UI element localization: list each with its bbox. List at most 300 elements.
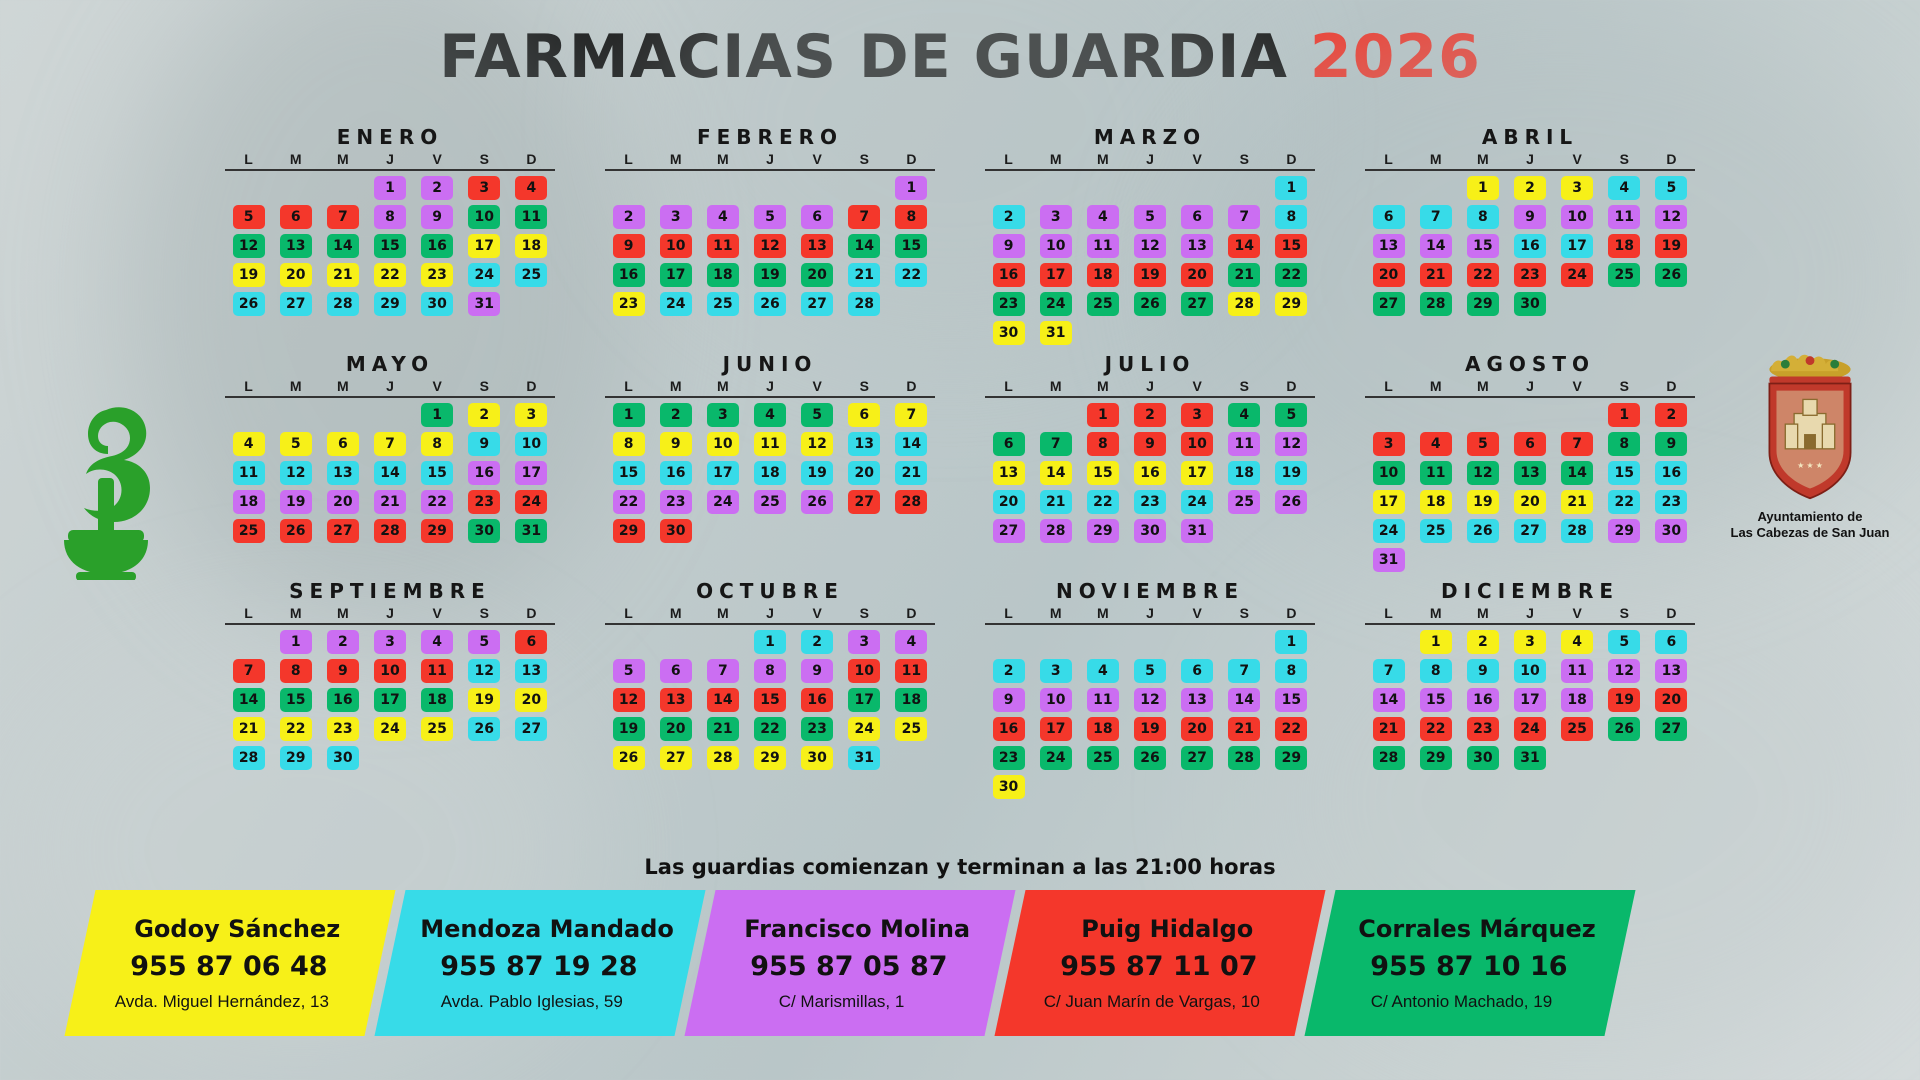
day-cell[interactable] — [414, 687, 461, 713]
day-cell[interactable] — [272, 431, 319, 457]
pharmacy-phone[interactable]: 955 87 19 28 — [440, 950, 639, 982]
day-chip[interactable]: 28 — [1228, 746, 1260, 770]
day-chip[interactable]: 28 — [374, 519, 406, 543]
day-chip[interactable]: 6 — [660, 659, 692, 683]
day-cell[interactable] — [888, 175, 935, 201]
day-cell[interactable] — [746, 489, 793, 515]
day-cell[interactable] — [508, 658, 555, 684]
day-cell[interactable] — [272, 716, 319, 742]
day-chip[interactable]: 6 — [1514, 432, 1546, 456]
day-chip[interactable]: 31 — [468, 292, 500, 316]
day-cell[interactable] — [841, 716, 888, 742]
day-cell[interactable] — [605, 291, 652, 317]
day-cell[interactable] — [652, 489, 699, 515]
day-cell[interactable] — [841, 204, 888, 230]
day-chip[interactable]: 7 — [1228, 659, 1260, 683]
day-cell[interactable] — [366, 233, 413, 259]
day-cell[interactable] — [319, 629, 366, 655]
day-cell[interactable] — [1365, 658, 1412, 684]
day-chip[interactable]: 18 — [1561, 688, 1593, 712]
day-cell[interactable] — [508, 175, 555, 201]
day-chip[interactable]: 11 — [707, 234, 739, 258]
day-cell[interactable] — [985, 431, 1032, 457]
day-cell[interactable] — [1648, 431, 1695, 457]
day-cell[interactable] — [1221, 291, 1268, 317]
day-cell[interactable] — [605, 489, 652, 515]
day-chip[interactable]: 24 — [515, 490, 547, 514]
day-chip[interactable]: 10 — [1040, 234, 1072, 258]
day-cell[interactable] — [1365, 233, 1412, 259]
day-cell[interactable] — [1506, 716, 1553, 742]
day-chip[interactable]: 8 — [613, 432, 645, 456]
day-chip[interactable]: 16 — [801, 688, 833, 712]
day-cell[interactable] — [699, 262, 746, 288]
day-cell[interactable] — [1221, 460, 1268, 486]
day-chip[interactable]: 10 — [1040, 688, 1072, 712]
day-cell[interactable] — [1174, 204, 1221, 230]
day-cell[interactable] — [1601, 489, 1648, 515]
day-cell[interactable] — [841, 745, 888, 771]
day-chip[interactable]: 2 — [993, 659, 1025, 683]
day-chip[interactable]: 19 — [754, 263, 786, 287]
day-chip[interactable]: 3 — [707, 403, 739, 427]
day-chip[interactable]: 9 — [1467, 659, 1499, 683]
day-chip[interactable]: 16 — [1655, 461, 1687, 485]
day-chip[interactable]: 14 — [848, 234, 880, 258]
day-chip[interactable]: 1 — [1275, 630, 1307, 654]
day-cell[interactable] — [1268, 175, 1315, 201]
day-chip[interactable]: 3 — [1514, 630, 1546, 654]
day-chip[interactable]: 23 — [613, 292, 645, 316]
day-cell[interactable] — [319, 687, 366, 713]
day-chip[interactable]: 17 — [660, 263, 692, 287]
day-cell[interactable] — [1648, 658, 1695, 684]
day-chip[interactable]: 13 — [1181, 234, 1213, 258]
day-chip[interactable]: 12 — [280, 461, 312, 485]
day-chip[interactable]: 23 — [1655, 490, 1687, 514]
day-chip[interactable]: 25 — [1608, 263, 1640, 287]
day-cell[interactable] — [366, 716, 413, 742]
day-cell[interactable] — [1079, 262, 1126, 288]
day-chip[interactable]: 4 — [515, 176, 547, 200]
day-cell[interactable] — [1365, 547, 1412, 573]
day-chip[interactable]: 5 — [1275, 403, 1307, 427]
day-cell[interactable] — [1412, 489, 1459, 515]
day-cell[interactable] — [508, 687, 555, 713]
day-cell[interactable] — [1554, 204, 1601, 230]
day-chip[interactable]: 1 — [1087, 403, 1119, 427]
day-cell[interactable] — [1506, 518, 1553, 544]
day-cell[interactable] — [841, 402, 888, 428]
day-cell[interactable] — [1268, 658, 1315, 684]
day-cell[interactable] — [841, 291, 888, 317]
day-chip[interactable]: 30 — [1134, 519, 1166, 543]
day-cell[interactable] — [1648, 518, 1695, 544]
day-chip[interactable]: 3 — [1040, 205, 1072, 229]
day-chip[interactable]: 25 — [1087, 292, 1119, 316]
day-chip[interactable]: 8 — [374, 205, 406, 229]
day-chip[interactable]: 15 — [1608, 461, 1640, 485]
day-chip[interactable]: 22 — [1275, 263, 1307, 287]
day-chip[interactable]: 15 — [754, 688, 786, 712]
day-cell[interactable] — [461, 233, 508, 259]
day-chip[interactable]: 17 — [1040, 263, 1072, 287]
day-cell[interactable] — [1459, 460, 1506, 486]
day-cell[interactable] — [1268, 629, 1315, 655]
day-cell[interactable] — [1459, 233, 1506, 259]
day-chip[interactable]: 28 — [1228, 292, 1260, 316]
day-cell[interactable] — [508, 518, 555, 544]
day-cell[interactable] — [985, 233, 1032, 259]
day-cell[interactable] — [1648, 233, 1695, 259]
legend-item[interactable] — [374, 890, 705, 1036]
day-cell[interactable] — [794, 687, 841, 713]
day-cell[interactable] — [1459, 629, 1506, 655]
day-chip[interactable]: 27 — [848, 490, 880, 514]
day-cell[interactable] — [414, 658, 461, 684]
day-cell[interactable] — [225, 233, 272, 259]
day-cell[interactable] — [1506, 460, 1553, 486]
day-cell[interactable] — [225, 687, 272, 713]
day-cell[interactable] — [605, 402, 652, 428]
day-chip[interactable]: 23 — [801, 717, 833, 741]
day-chip[interactable]: 4 — [1420, 432, 1452, 456]
day-chip[interactable]: 15 — [1275, 688, 1307, 712]
day-cell[interactable] — [319, 233, 366, 259]
day-cell[interactable] — [1412, 460, 1459, 486]
day-cell[interactable] — [414, 518, 461, 544]
day-cell[interactable] — [985, 204, 1032, 230]
day-cell[interactable] — [1126, 402, 1173, 428]
day-chip[interactable]: 14 — [1420, 234, 1452, 258]
day-chip[interactable]: 3 — [1561, 176, 1593, 200]
day-cell[interactable] — [1506, 431, 1553, 457]
day-chip[interactable]: 30 — [1514, 292, 1546, 316]
day-cell[interactable] — [1032, 658, 1079, 684]
day-cell[interactable] — [225, 716, 272, 742]
day-chip[interactable]: 22 — [421, 490, 453, 514]
day-chip[interactable]: 25 — [1420, 519, 1452, 543]
day-cell[interactable] — [272, 233, 319, 259]
day-cell[interactable] — [1079, 431, 1126, 457]
day-cell[interactable] — [1648, 629, 1695, 655]
day-cell[interactable] — [1174, 687, 1221, 713]
day-cell[interactable] — [652, 402, 699, 428]
day-cell[interactable] — [319, 489, 366, 515]
day-chip[interactable]: 20 — [993, 490, 1025, 514]
day-cell[interactable] — [699, 233, 746, 259]
day-cell[interactable] — [1365, 518, 1412, 544]
day-cell[interactable] — [985, 320, 1032, 346]
day-chip[interactable]: 1 — [1467, 176, 1499, 200]
day-cell[interactable] — [794, 402, 841, 428]
day-cell[interactable] — [414, 262, 461, 288]
day-chip[interactable]: 4 — [1608, 176, 1640, 200]
day-cell[interactable] — [746, 658, 793, 684]
day-chip[interactable]: 12 — [1467, 461, 1499, 485]
day-chip[interactable]: 31 — [515, 519, 547, 543]
day-chip[interactable]: 2 — [1655, 403, 1687, 427]
day-cell[interactable] — [1554, 489, 1601, 515]
day-cell[interactable] — [1365, 687, 1412, 713]
day-chip[interactable]: 26 — [1275, 490, 1307, 514]
day-chip[interactable]: 5 — [1608, 630, 1640, 654]
day-chip[interactable]: 26 — [754, 292, 786, 316]
day-chip[interactable]: 26 — [1655, 263, 1687, 287]
day-chip[interactable]: 30 — [327, 746, 359, 770]
day-cell[interactable] — [1506, 233, 1553, 259]
day-chip[interactable]: 27 — [280, 292, 312, 316]
day-cell[interactable] — [1079, 489, 1126, 515]
day-chip[interactable]: 19 — [613, 717, 645, 741]
day-cell[interactable] — [1268, 262, 1315, 288]
day-chip[interactable]: 14 — [707, 688, 739, 712]
day-cell[interactable] — [461, 629, 508, 655]
day-cell[interactable] — [1174, 431, 1221, 457]
day-cell[interactable] — [366, 629, 413, 655]
day-chip[interactable]: 10 — [374, 659, 406, 683]
day-cell[interactable] — [605, 745, 652, 771]
day-cell[interactable] — [841, 629, 888, 655]
day-chip[interactable]: 16 — [993, 717, 1025, 741]
day-chip[interactable]: 22 — [1420, 717, 1452, 741]
day-cell[interactable] — [1126, 745, 1173, 771]
day-cell[interactable] — [1032, 291, 1079, 317]
day-cell[interactable] — [1412, 629, 1459, 655]
day-chip[interactable]: 7 — [327, 205, 359, 229]
day-cell[interactable] — [414, 716, 461, 742]
day-cell[interactable] — [225, 431, 272, 457]
day-chip[interactable]: 2 — [1467, 630, 1499, 654]
day-chip[interactable]: 21 — [1228, 717, 1260, 741]
day-cell[interactable] — [1079, 460, 1126, 486]
day-cell[interactable] — [1079, 518, 1126, 544]
day-cell[interactable] — [1268, 460, 1315, 486]
day-cell[interactable] — [1412, 431, 1459, 457]
day-chip[interactable]: 13 — [280, 234, 312, 258]
day-cell[interactable] — [1412, 716, 1459, 742]
day-chip[interactable]: 27 — [515, 717, 547, 741]
day-cell[interactable] — [272, 518, 319, 544]
day-chip[interactable]: 20 — [515, 688, 547, 712]
day-chip[interactable]: 29 — [421, 519, 453, 543]
day-chip[interactable]: 9 — [613, 234, 645, 258]
day-cell[interactable] — [1601, 518, 1648, 544]
day-chip[interactable]: 30 — [1467, 746, 1499, 770]
day-chip[interactable]: 31 — [1181, 519, 1213, 543]
day-cell[interactable] — [272, 204, 319, 230]
day-cell[interactable] — [1506, 175, 1553, 201]
day-chip[interactable]: 25 — [515, 263, 547, 287]
day-chip[interactable]: 22 — [374, 263, 406, 287]
day-chip[interactable]: 10 — [707, 432, 739, 456]
day-cell[interactable] — [746, 629, 793, 655]
day-cell[interactable] — [1174, 518, 1221, 544]
day-cell[interactable] — [746, 402, 793, 428]
day-chip[interactable]: 12 — [1608, 659, 1640, 683]
day-cell[interactable] — [1268, 716, 1315, 742]
day-cell[interactable] — [1079, 745, 1126, 771]
day-chip[interactable]: 5 — [754, 205, 786, 229]
day-cell[interactable] — [272, 262, 319, 288]
day-cell[interactable] — [652, 716, 699, 742]
day-cell[interactable] — [1601, 402, 1648, 428]
day-cell[interactable] — [508, 489, 555, 515]
day-cell[interactable] — [699, 402, 746, 428]
day-chip[interactable]: 16 — [421, 234, 453, 258]
day-chip[interactable]: 17 — [515, 461, 547, 485]
day-chip[interactable]: 31 — [1040, 321, 1072, 345]
day-cell[interactable] — [272, 745, 319, 771]
day-chip[interactable]: 20 — [1514, 490, 1546, 514]
day-cell[interactable] — [1126, 658, 1173, 684]
day-cell[interactable] — [699, 489, 746, 515]
day-chip[interactable]: 19 — [1608, 688, 1640, 712]
day-cell[interactable] — [605, 431, 652, 457]
day-cell[interactable] — [1032, 204, 1079, 230]
pharmacy-phone[interactable]: 955 87 06 48 — [130, 950, 329, 982]
day-chip[interactable]: 23 — [993, 746, 1025, 770]
day-chip[interactable]: 13 — [848, 432, 880, 456]
day-chip[interactable]: 20 — [801, 263, 833, 287]
day-cell[interactable] — [888, 262, 935, 288]
day-chip[interactable]: 28 — [895, 490, 927, 514]
day-cell[interactable] — [1506, 658, 1553, 684]
day-cell[interactable] — [319, 745, 366, 771]
day-cell[interactable] — [888, 204, 935, 230]
day-chip[interactable]: 11 — [421, 659, 453, 683]
day-chip[interactable]: 14 — [1373, 688, 1405, 712]
day-cell[interactable] — [1126, 518, 1173, 544]
day-chip[interactable]: 30 — [1655, 519, 1687, 543]
day-chip[interactable]: 26 — [1467, 519, 1499, 543]
day-chip[interactable]: 4 — [233, 432, 265, 456]
day-chip[interactable]: 16 — [327, 688, 359, 712]
day-chip[interactable]: 6 — [327, 432, 359, 456]
day-cell[interactable] — [461, 402, 508, 428]
day-cell[interactable] — [414, 175, 461, 201]
day-chip[interactable]: 14 — [374, 461, 406, 485]
day-chip[interactable]: 29 — [1275, 746, 1307, 770]
day-chip[interactable]: 7 — [848, 205, 880, 229]
day-cell[interactable] — [508, 460, 555, 486]
day-chip[interactable]: 12 — [754, 234, 786, 258]
day-cell[interactable] — [1126, 262, 1173, 288]
day-cell[interactable] — [272, 658, 319, 684]
day-cell[interactable] — [1268, 233, 1315, 259]
day-cell[interactable] — [1648, 204, 1695, 230]
day-chip[interactable]: 10 — [1514, 659, 1546, 683]
day-cell[interactable] — [1126, 204, 1173, 230]
day-cell[interactable] — [508, 431, 555, 457]
day-chip[interactable]: 8 — [1420, 659, 1452, 683]
day-cell[interactable] — [1459, 175, 1506, 201]
day-chip[interactable]: 29 — [1275, 292, 1307, 316]
day-cell[interactable] — [746, 262, 793, 288]
day-chip[interactable]: 1 — [1275, 176, 1307, 200]
day-chip[interactable]: 15 — [1420, 688, 1452, 712]
day-chip[interactable]: 26 — [1134, 292, 1166, 316]
day-chip[interactable]: 19 — [280, 490, 312, 514]
day-chip[interactable]: 25 — [895, 717, 927, 741]
day-chip[interactable]: 7 — [1420, 205, 1452, 229]
day-chip[interactable]: 8 — [1275, 205, 1307, 229]
day-chip[interactable]: 29 — [280, 746, 312, 770]
day-chip[interactable]: 27 — [993, 519, 1025, 543]
day-cell[interactable] — [794, 262, 841, 288]
day-cell[interactable] — [1032, 489, 1079, 515]
day-cell[interactable] — [1648, 262, 1695, 288]
day-cell[interactable] — [1601, 629, 1648, 655]
day-cell[interactable] — [1174, 402, 1221, 428]
day-chip[interactable]: 3 — [1373, 432, 1405, 456]
day-cell[interactable] — [1601, 233, 1648, 259]
day-cell[interactable] — [1268, 204, 1315, 230]
day-chip[interactable]: 6 — [1181, 659, 1213, 683]
day-chip[interactable]: 10 — [848, 659, 880, 683]
day-chip[interactable]: 26 — [801, 490, 833, 514]
day-chip[interactable]: 23 — [327, 717, 359, 741]
day-cell[interactable] — [319, 716, 366, 742]
day-chip[interactable]: 29 — [754, 746, 786, 770]
day-chip[interactable]: 28 — [327, 292, 359, 316]
day-chip[interactable]: 30 — [660, 519, 692, 543]
day-cell[interactable] — [225, 489, 272, 515]
day-chip[interactable]: 22 — [895, 263, 927, 287]
day-cell[interactable] — [985, 687, 1032, 713]
day-chip[interactable]: 15 — [1467, 234, 1499, 258]
day-chip[interactable]: 5 — [233, 205, 265, 229]
day-chip[interactable]: 5 — [1134, 659, 1166, 683]
day-cell[interactable] — [1079, 687, 1126, 713]
day-cell[interactable] — [1079, 716, 1126, 742]
day-cell[interactable] — [1365, 460, 1412, 486]
day-cell[interactable] — [888, 431, 935, 457]
day-chip[interactable]: 9 — [801, 659, 833, 683]
day-chip[interactable]: 3 — [660, 205, 692, 229]
day-cell[interactable] — [1268, 402, 1315, 428]
day-chip[interactable]: 30 — [993, 775, 1025, 799]
day-chip[interactable]: 2 — [801, 630, 833, 654]
day-chip[interactable]: 7 — [707, 659, 739, 683]
day-cell[interactable] — [1126, 489, 1173, 515]
day-chip[interactable]: 22 — [1087, 490, 1119, 514]
day-chip[interactable]: 26 — [613, 746, 645, 770]
day-cell[interactable] — [1601, 262, 1648, 288]
day-cell[interactable] — [319, 431, 366, 457]
day-chip[interactable]: 22 — [280, 717, 312, 741]
day-cell[interactable] — [841, 489, 888, 515]
day-chip[interactable]: 6 — [1181, 205, 1213, 229]
day-cell[interactable] — [1174, 658, 1221, 684]
day-cell[interactable] — [985, 774, 1032, 800]
day-cell[interactable] — [699, 431, 746, 457]
day-cell[interactable] — [1126, 716, 1173, 742]
day-chip[interactable]: 3 — [848, 630, 880, 654]
day-cell[interactable] — [1365, 489, 1412, 515]
day-cell[interactable] — [1126, 460, 1173, 486]
day-chip[interactable]: 12 — [468, 659, 500, 683]
day-chip[interactable]: 26 — [1608, 717, 1640, 741]
day-cell[interactable] — [414, 402, 461, 428]
day-cell[interactable] — [794, 431, 841, 457]
day-cell[interactable] — [366, 518, 413, 544]
day-cell[interactable] — [794, 629, 841, 655]
day-chip[interactable]: 13 — [1373, 234, 1405, 258]
day-cell[interactable] — [1126, 291, 1173, 317]
day-chip[interactable]: 3 — [374, 630, 406, 654]
day-cell[interactable] — [985, 518, 1032, 544]
